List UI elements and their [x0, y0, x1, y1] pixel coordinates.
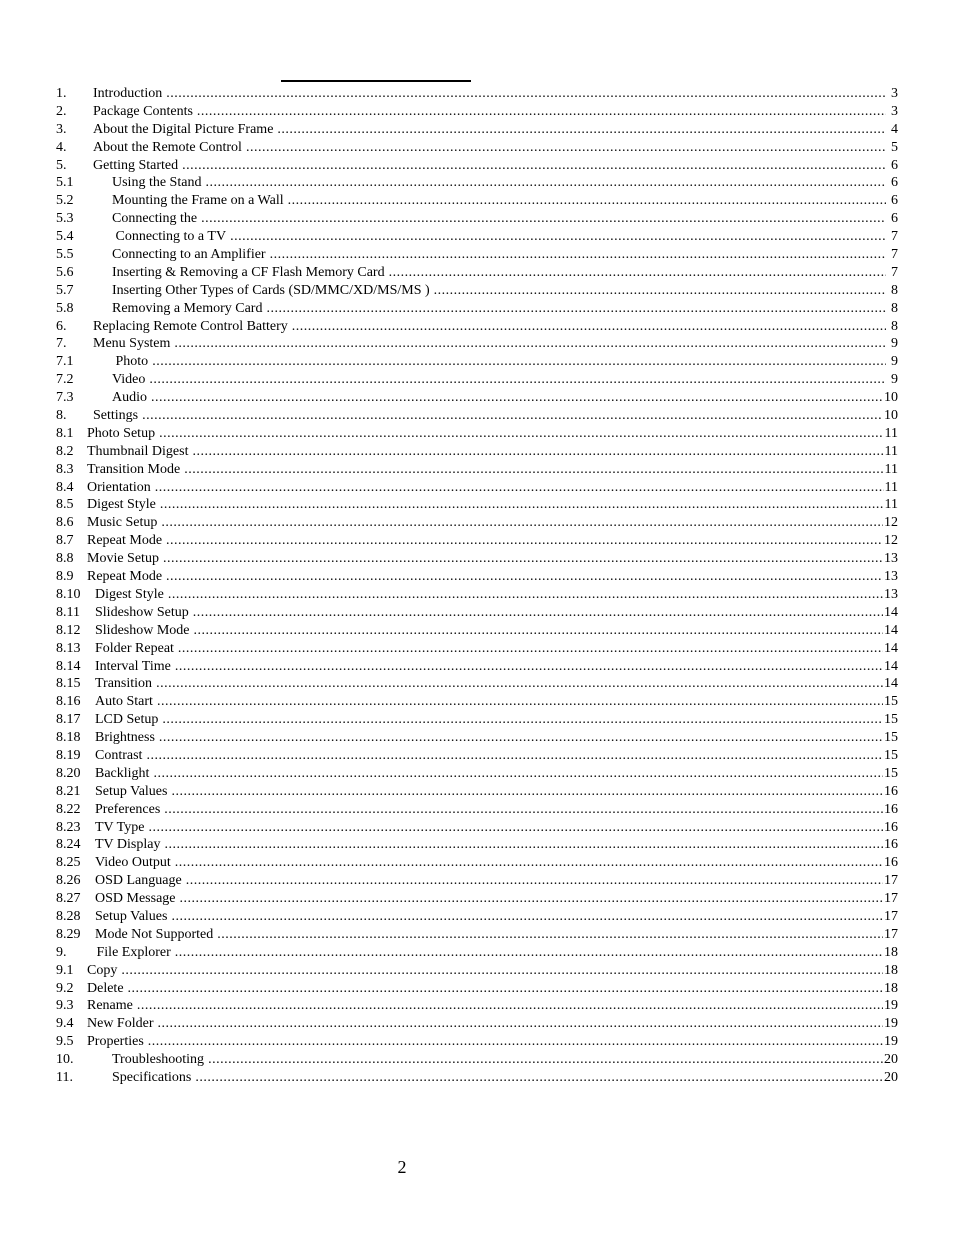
toc-entry-title: Preferences .....: [95, 801, 886, 819]
toc-entry[interactable]: [56, 997, 898, 1015]
toc-entry-page: 15: [884, 694, 898, 710]
toc-entry-number: 8.27: [56, 891, 81, 907]
toc-entry-title: About the Remote Control .....: [93, 139, 886, 157]
toc-entry-number: 8.10: [56, 586, 81, 602]
toc-entry-title: New Folder .....: [87, 1015, 886, 1033]
toc-entry-title: Inserting Other Types of Cards (SD/MMC/XD/MS/MS ) .....: [112, 282, 886, 300]
toc-entry-title: Slideshow Mode .....: [95, 622, 886, 640]
toc-entry-title: Music Setup .....: [87, 514, 886, 532]
toc-entry-number: 7.3: [56, 390, 74, 406]
toc-entry-number: 5.1: [56, 175, 74, 191]
toc-entry-page: 8: [891, 318, 898, 334]
toc-entry-page: 14: [884, 604, 898, 620]
toc-entry-page: 5: [891, 139, 898, 155]
toc-entry-title: Audio .....: [112, 389, 886, 407]
toc-entry-number: 5.3: [56, 211, 74, 227]
toc-entry[interactable]: [56, 353, 898, 371]
toc-entry-page: 17: [884, 891, 898, 907]
toc-entry-number: 7.: [56, 336, 67, 352]
toc-entry-page: 6: [891, 211, 898, 227]
toc-entry-title: Specifications .....: [112, 1069, 886, 1087]
toc-entry-title: Getting Started .....: [93, 157, 886, 175]
toc-entry-title: Video Output .....: [95, 854, 886, 872]
toc-entry-number: 9.1: [56, 962, 74, 978]
toc-entry-number: 8.9: [56, 569, 74, 585]
header-rule: [281, 80, 471, 82]
toc-entry-page: 15: [884, 765, 898, 781]
toc-entry-title: Brightness .....: [95, 729, 886, 747]
toc-entry[interactable]: [56, 854, 898, 872]
toc-entry[interactable]: [56, 461, 898, 479]
toc-entry-page: 16: [884, 801, 898, 817]
toc-entry-number: 8.21: [56, 783, 81, 799]
toc-entry[interactable]: [56, 1015, 898, 1033]
toc-entry-page: 4: [891, 121, 898, 137]
toc-entry-number: 8.13: [56, 640, 81, 656]
toc-entry-number: 8.24: [56, 837, 81, 853]
toc-entry-page: 15: [884, 730, 898, 746]
toc-entry[interactable]: [56, 658, 898, 676]
toc-entry-number: 9.4: [56, 1016, 74, 1032]
toc-entry-number: 5.7: [56, 282, 74, 298]
toc-entry-title: Package Contents .....: [93, 103, 886, 121]
toc-entry[interactable]: [56, 729, 898, 747]
toc-entry-title: Photo .....: [112, 353, 886, 371]
toc-entry-title: Removing a Memory Card .....: [112, 300, 886, 318]
toc-entry-title: Using the Stand .....: [112, 174, 886, 192]
toc-entry[interactable]: [56, 121, 898, 139]
toc-entry-number: 9.: [56, 944, 67, 960]
toc-entry-title: Settings .....: [93, 407, 886, 425]
toc-entry-page: 13: [884, 551, 898, 567]
toc-entry-page: 13: [884, 586, 898, 602]
toc-entry-title: Transition .....: [95, 675, 886, 693]
toc-entry-title: Delete .....: [87, 980, 886, 998]
toc-entry-number: 8.12: [56, 622, 81, 638]
toc-entry-number: 5.8: [56, 300, 74, 316]
toc-entry[interactable]: [56, 443, 898, 461]
toc-entry-page: 8: [891, 300, 898, 316]
toc-entry[interactable]: [56, 318, 898, 336]
toc-entry[interactable]: [56, 836, 898, 854]
toc-entry-page: 16: [884, 855, 898, 871]
toc-entry-title: Digest Style .....: [95, 586, 886, 604]
toc-entry-page: 14: [884, 622, 898, 638]
toc-entry[interactable]: [56, 157, 898, 175]
toc-entry-title: Orientation .....: [87, 479, 886, 497]
toc-entry[interactable]: [56, 926, 898, 944]
toc-entry-number: 8.6: [56, 515, 74, 531]
toc-entry-title: OSD Message .....: [95, 890, 886, 908]
toc-entry-number: 8.8: [56, 551, 74, 567]
toc-entry-number: 8.15: [56, 676, 81, 692]
toc-entry-page: 11: [884, 497, 898, 513]
toc-entry-title: Setup Values .....: [95, 908, 886, 926]
toc-entry[interactable]: [56, 944, 898, 962]
toc-entry-title: OSD Language .....: [95, 872, 886, 890]
toc-entry-number: 3.: [56, 121, 67, 137]
toc-entry-page: 12: [884, 515, 898, 531]
toc-entry[interactable]: [56, 1069, 898, 1087]
toc-entry-page: 17: [884, 926, 898, 942]
toc-entry[interactable]: [56, 693, 898, 711]
toc-entry-number: 9.3: [56, 998, 74, 1014]
toc-entry-page: 14: [884, 658, 898, 674]
toc-entry-page: 6: [891, 193, 898, 209]
toc-entry-title: Connecting to an Amplifier .....: [112, 246, 886, 264]
toc-entry-title: About the Digital Picture Frame .....: [93, 121, 886, 139]
toc-entry-page: 14: [884, 676, 898, 692]
toc-entry-number: 8.1: [56, 425, 74, 441]
toc-entry-number: 8.26: [56, 873, 81, 889]
toc-entry-page: 12: [884, 533, 898, 549]
toc-entry-page: 11: [884, 461, 898, 477]
toc-entry-title: Contrast .....: [95, 747, 886, 765]
toc-entry[interactable]: [56, 890, 898, 908]
toc-entry-number: 5.4: [56, 229, 74, 245]
toc-entry-title: Video .....: [112, 371, 886, 389]
toc-entry[interactable]: [56, 371, 898, 389]
toc-entry-number: 10.: [56, 1052, 74, 1068]
toc-entry-title: Movie Setup .....: [87, 550, 886, 568]
toc-entry[interactable]: [56, 210, 898, 228]
toc-entry[interactable]: [56, 962, 898, 980]
toc-entry-page: 16: [884, 783, 898, 799]
toc-entry[interactable]: [56, 335, 898, 353]
toc-entry-title: Digest Style .....: [87, 496, 886, 514]
toc-entry-number: 7.2: [56, 372, 74, 388]
toc-entry-page: 13: [884, 569, 898, 585]
toc-entry[interactable]: [56, 496, 898, 514]
toc-entry-title: Connecting the .....: [112, 210, 886, 228]
toc-entry-title: Backlight .....: [95, 765, 886, 783]
toc-entry-page: 18: [884, 944, 898, 960]
toc-entry-page: 6: [891, 175, 898, 191]
toc-entry[interactable]: [56, 389, 898, 407]
toc-entry-title: Connecting to a TV .....: [112, 228, 886, 246]
toc-entry[interactable]: [56, 586, 898, 604]
toc-entry-title: Inserting & Removing a CF Flash Memory Card .....: [112, 264, 886, 282]
toc-entry-number: 8.25: [56, 855, 81, 871]
toc-entry[interactable]: [56, 425, 898, 443]
toc-entry-number: 8.29: [56, 926, 81, 942]
toc-entry[interactable]: [56, 174, 898, 192]
table-of-contents: [56, 85, 898, 1087]
toc-entry-page: 15: [884, 712, 898, 728]
toc-entry[interactable]: [56, 801, 898, 819]
toc-entry[interactable]: [56, 103, 898, 121]
toc-entry-number: 8.2: [56, 443, 74, 459]
toc-entry-page: 16: [884, 837, 898, 853]
toc-entry-number: 11.: [56, 1069, 73, 1085]
toc-entry-page: 17: [884, 873, 898, 889]
toc-entry-page: 11: [884, 443, 898, 459]
toc-entry-title: Menu System .....: [93, 335, 886, 353]
toc-entry-title: Mounting the Frame on a Wall .....: [112, 192, 886, 210]
toc-entry-number: 5.: [56, 157, 67, 173]
toc-entry-number: 8.19: [56, 747, 81, 763]
toc-entry[interactable]: [56, 640, 898, 658]
toc-entry-number: 4.: [56, 139, 67, 155]
toc-entry-page: 19: [884, 998, 898, 1014]
toc-entry-title: Slideshow Setup .....: [95, 604, 886, 622]
toc-entry-title: Thumbnail Digest .....: [87, 443, 886, 461]
toc-entry[interactable]: [56, 908, 898, 926]
toc-entry-page: 7: [891, 229, 898, 245]
toc-entry-page: 19: [884, 1016, 898, 1032]
toc-entry-page: 19: [884, 1034, 898, 1050]
toc-entry-page: 9: [891, 336, 898, 352]
toc-entry-page: 14: [884, 640, 898, 656]
page-number: 2: [397, 1157, 407, 1177]
toc-entry[interactable]: [56, 675, 898, 693]
toc-entry[interactable]: [56, 246, 898, 264]
toc-entry[interactable]: [56, 479, 898, 497]
toc-entry-number: 8.: [56, 408, 67, 424]
toc-entry-number: 8.14: [56, 658, 81, 674]
toc-entry-number: 2.: [56, 103, 67, 119]
toc-entry-number: 8.5: [56, 497, 74, 513]
toc-entry-title: Rename .....: [87, 997, 886, 1015]
toc-entry-title: LCD Setup .....: [95, 711, 886, 729]
toc-entry-title: Properties .....: [87, 1033, 886, 1051]
toc-entry-number: 8.20: [56, 765, 81, 781]
toc-entry-title: Mode Not Supported .....: [95, 926, 886, 944]
toc-entry-number: 7.1: [56, 354, 74, 370]
toc-entry[interactable]: [56, 282, 898, 300]
toc-entry-page: 10: [884, 408, 898, 424]
toc-entry[interactable]: [56, 568, 898, 586]
toc-entry[interactable]: [56, 264, 898, 282]
toc-entry[interactable]: [56, 872, 898, 890]
toc-entry-page: 9: [891, 354, 898, 370]
toc-entry[interactable]: [56, 228, 898, 246]
toc-entry[interactable]: [56, 622, 898, 640]
toc-entry-page: 10: [884, 390, 898, 406]
toc-entry-title: Troubleshooting .....: [112, 1051, 886, 1069]
toc-entry-title: Transition Mode .....: [87, 461, 886, 479]
toc-entry-page: 3: [891, 86, 898, 101]
toc-entry[interactable]: [56, 604, 898, 622]
toc-entry-title: Replacing Remote Control Battery .....: [93, 318, 886, 336]
toc-entry[interactable]: [56, 139, 898, 157]
toc-entry-page: 9: [891, 372, 898, 388]
toc-entry[interactable]: [56, 1051, 898, 1069]
toc-entry-number: 8.4: [56, 479, 74, 495]
toc-entry-number: 8.16: [56, 694, 81, 710]
toc-entry[interactable]: [56, 407, 898, 425]
toc-entry[interactable]: [56, 1033, 898, 1051]
toc-entry-title: Auto Start .....: [95, 693, 886, 711]
toc-entry-number: 5.2: [56, 193, 74, 209]
toc-entry-number: 5.5: [56, 247, 74, 263]
toc-entry-number: 8.7: [56, 533, 74, 549]
toc-entry-page: 17: [884, 908, 898, 924]
toc-entry-number: 5.6: [56, 264, 74, 280]
toc-entry-title: Photo Setup .....: [87, 425, 886, 443]
toc-entry-page: 3: [891, 103, 898, 119]
toc-entry-page: 11: [884, 479, 898, 495]
toc-entry-page: 7: [891, 247, 898, 263]
toc-entry[interactable]: [56, 532, 898, 550]
toc-entry-number: 8.11: [56, 604, 80, 620]
toc-entry-number: 6.: [56, 318, 67, 334]
toc-entry[interactable]: [56, 550, 898, 568]
toc-entry-title: Folder Repeat .....: [95, 640, 886, 658]
toc-entry[interactable]: [56, 765, 898, 783]
toc-entry[interactable]: [56, 980, 898, 998]
toc-entry-page: 18: [884, 962, 898, 978]
toc-entry[interactable]: [56, 711, 898, 729]
toc-entry-number: 9.5: [56, 1034, 74, 1050]
toc-entry-number: 9.2: [56, 980, 74, 996]
toc-entry-title: Repeat Mode .....: [87, 532, 886, 550]
toc-entry[interactable]: [56, 783, 898, 801]
toc-entry-page: 20: [884, 1069, 898, 1085]
toc-entry-number: 8.28: [56, 908, 81, 924]
toc-entry-title: Setup Values .....: [95, 783, 886, 801]
toc-entry[interactable]: [56, 747, 898, 765]
toc-entry-page: 6: [891, 157, 898, 173]
toc-entry-number: 8.17: [56, 712, 81, 728]
toc-entry-page: 15: [884, 747, 898, 763]
toc-entry-number: 1.: [56, 86, 67, 101]
toc-entry-title: TV Type .....: [95, 819, 886, 837]
toc-entry-page: 20: [884, 1052, 898, 1068]
toc-entry[interactable]: [56, 85, 898, 103]
toc-entry-page: 18: [884, 980, 898, 996]
toc-entry[interactable]: [56, 300, 898, 318]
toc-entry-title: Interval Time .....: [95, 658, 886, 676]
toc-entry-page: 8: [891, 282, 898, 298]
toc-entry-title: Introduction .....: [93, 85, 886, 103]
toc-entry-title: TV Display .....: [95, 836, 886, 854]
toc-entry[interactable]: [56, 192, 898, 210]
toc-entry-page: 16: [884, 819, 898, 835]
toc-entry-title: File Explorer .....: [93, 944, 886, 962]
toc-entry-number: 8.22: [56, 801, 81, 817]
toc-entry-title: Copy .....: [87, 962, 886, 980]
toc-entry-number: 8.23: [56, 819, 81, 835]
toc-entry-page: 7: [891, 264, 898, 280]
toc-entry-number: 8.3: [56, 461, 74, 477]
toc-entry[interactable]: [56, 819, 898, 837]
toc-entry-page: 11: [884, 425, 898, 441]
toc-entry-title: Repeat Mode .....: [87, 568, 886, 586]
toc-entry-number: 8.18: [56, 730, 81, 746]
toc-entry[interactable]: [56, 514, 898, 532]
